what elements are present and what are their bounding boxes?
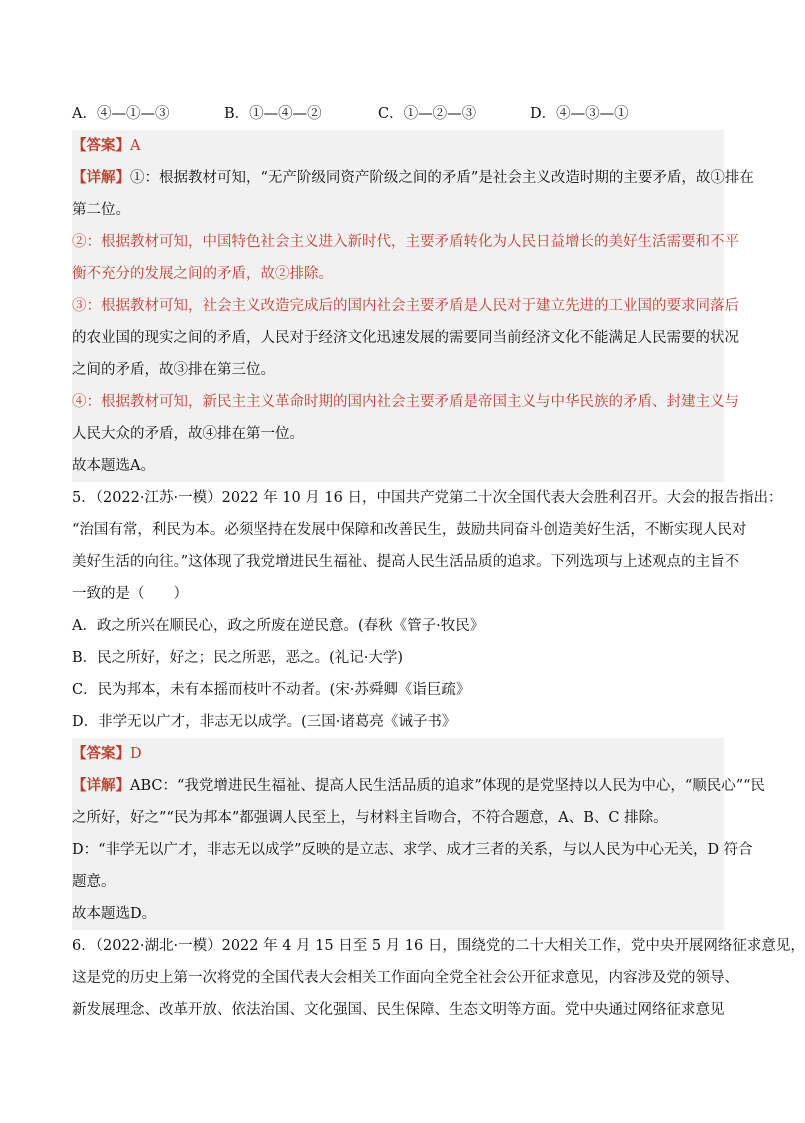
q6-stem-1: 6．（2022·湖北·一模）2022 年 4 月 15 日至 5 月 16 日，围绕党的二十大相关工作，党中央开展网络征求意见， xyxy=(72,938,805,954)
q4-option-c: C．①—②—③ xyxy=(378,106,477,122)
q4-detail-4a: ④：根据教材可知，新民主主义革命时期的国内社会主要矛盾是帝国主义与中华民族的矛盾、封建主义与 xyxy=(72,394,739,410)
q4-detail-2b: 衡不充分的发展之间的矛盾，故②排除。 xyxy=(72,266,333,282)
q5-stem-4: 一致的是（ ） xyxy=(72,586,188,602)
q4-detail-1b: 第二位。 xyxy=(72,202,130,218)
detail-label: 【详解】 xyxy=(72,169,130,186)
q6-stem-3: 新发展理念、改革开放、依法治国、文化强国、民生保障、生态文明等方面。党中央通过网络征求意见 xyxy=(72,1002,725,1018)
q4-detail-4b: 人民大众的矛盾，故④排在第一位。 xyxy=(72,426,304,442)
q5-conclusion: 故本题选D。 xyxy=(72,906,157,922)
q4-option-a: A．④—①—③ xyxy=(72,106,170,122)
q5-answer xyxy=(72,738,724,770)
q4-option-b: B．①—④—② xyxy=(224,106,322,122)
q4-detail-line xyxy=(72,162,754,194)
detail-label: 【详解】 xyxy=(72,777,130,794)
q4-detail-3c: 之间的矛盾，故③排在第三位。 xyxy=(72,362,275,378)
q5-detail-2b: 题意。 xyxy=(72,874,116,890)
q5-solution-block xyxy=(72,738,766,930)
q5-stem-1: 5．（2022·江苏·一模）2022 年 10 月 16 日，中国共产党第二十次全国代表大会胜利召开。大会的报告指出： xyxy=(72,490,783,506)
q4-answer xyxy=(72,130,724,162)
q4-detail-1a: ①：根据教材可知，“无产阶级同资产阶级之间的矛盾”是社会主义改造时期的主要矛盾，故①排在 xyxy=(130,170,754,186)
q5-option-a: A．政之所兴在顺民心，政之所废在逆民意。(春秋《管子·牧民》 xyxy=(72,618,485,634)
q4-detail-2a: ②：根据教材可知，中国特色社会主义进入新时代，主要矛盾转化为人民日益增长的美好生活需要和不平 xyxy=(72,234,739,250)
q4-answer-value: A xyxy=(130,138,141,154)
q4-options xyxy=(72,98,724,130)
q4-option-d: D．④—③—① xyxy=(530,106,629,122)
q4-detail-3b: 的农业国的现实之间的矛盾，人民对于经济文化迅速发展的需要同当前经济文化不能满足人民需要的状况 xyxy=(72,330,739,346)
document-page xyxy=(72,98,805,1026)
q4-solution-block xyxy=(72,130,754,482)
q4-detail-3a: ③：根据教材可知，社会主义改造完成后的国内社会主要矛盾是人民对于建立先进的工业国的要求同落后 xyxy=(72,298,739,314)
q5-answer-value: D xyxy=(130,746,142,762)
q5-option-c: C．民为邦本，未有本摇而枝叶不动者。(宋·苏舜卿《诣巨疏》 xyxy=(72,682,471,698)
answer-label: 【答案】 xyxy=(72,745,130,762)
q5-detail-line xyxy=(72,770,766,802)
q6-stem-2: 这是党的历史上第一次将党的全国代表大会相关工作面向全党全社会公开征求意见，内容涉及党的领导、 xyxy=(72,970,739,986)
q5-stem-2: “治国有常，利民为本。必须坚持在发展中保障和改善民生，鼓励共同奋斗创造美好生活，不断实现人民对 xyxy=(72,522,747,538)
q5-stem-3: 美好生活的向往。”这体现了我党增进民生福祉、提高人民生活品质的追求。下列选项与上述观点的主旨不 xyxy=(72,554,740,570)
answer-label: 【答案】 xyxy=(72,137,130,154)
q4-conclusion: 故本题选A。 xyxy=(72,458,155,474)
q5-detail-1b: 之所好，好之”“民为邦本”都强调人民至上，与材料主旨吻合，不符合题意，A、B、C 排除。 xyxy=(72,810,668,826)
q5-detail-2a: D：“非学无以广才，非志无以成学”反映的是立志、求学、成才三者的关系，与以人民为中心无关，D 符合 xyxy=(72,842,753,858)
q5-option-d: D．非学无以广才，非志无以成学。(三国·诸葛亮《诫子书》 xyxy=(72,714,457,730)
q5-option-b: B．民之所好，好之；民之所恶，恶之。(礼记·大学) xyxy=(72,650,404,666)
q5-detail-1a: ABC：“我党增进民生福祉、提高人民生活品质的追求”体现的是党坚持以人民为中心，“顺民心”“民 xyxy=(130,778,766,794)
